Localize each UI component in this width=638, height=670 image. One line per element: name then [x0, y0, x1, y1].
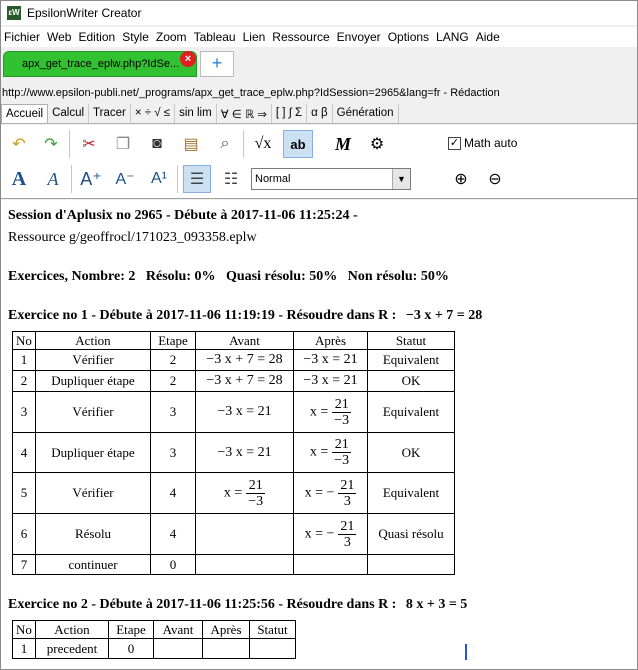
row-status: Quasi résolu — [368, 514, 455, 555]
column-header: No — [13, 621, 36, 639]
paragraph-style-select[interactable] — [251, 168, 411, 190]
row-status: Equivalent — [368, 473, 455, 514]
row-status: OK — [368, 371, 455, 392]
menu-style[interactable]: Style — [122, 30, 149, 44]
zoom-in-icon[interactable]: ⊕ — [454, 171, 468, 188]
exercise1-equation: −3 x + 7 = 28 — [405, 308, 483, 323]
column-header: Après — [203, 621, 250, 639]
row-after-expression: −3 x = 21 — [294, 371, 368, 392]
exercise2-heading — [8, 597, 467, 613]
column-header: Avant — [196, 332, 294, 350]
expression-lhs: x = — [309, 444, 329, 460]
copy-icon[interactable]: ❐ — [115, 136, 131, 153]
tab-operators[interactable]: × ÷ √ ≤ — [131, 104, 175, 123]
fraction-denominator: −3 — [334, 453, 350, 468]
row-action: Dupliquer étape — [36, 433, 151, 473]
session-stats: Exercices, Nombre: 2 Résolu: 0% Quasi résolu: 50% Non résolu: 50% — [8, 269, 449, 284]
align-left-icon[interactable]: ☰ — [183, 165, 211, 193]
separator — [69, 130, 70, 158]
row-before-expression — [196, 555, 294, 575]
math-auto-label: Math auto — [464, 136, 518, 150]
exercise1-table — [12, 331, 455, 575]
paragraph-style-value: Normal — [255, 173, 291, 185]
row-step: 4 — [151, 473, 196, 514]
row-action: precedent — [36, 639, 109, 659]
fraction — [332, 437, 351, 468]
text-cursor — [465, 644, 467, 660]
fraction-numerator: 21 — [340, 477, 355, 493]
find-icon[interactable]: ⌕ — [220, 135, 230, 152]
font-bold-a-icon[interactable]: A — [11, 167, 27, 190]
close-tab-icon[interactable]: × — [180, 51, 196, 67]
row-action: continuer — [36, 555, 151, 575]
row-action: Dupliquer étape — [36, 371, 151, 392]
row-number: 1 — [13, 350, 36, 371]
column-header: Etape — [109, 621, 154, 639]
row-after-expression: −3 x = 21 — [294, 350, 368, 371]
document-tab-strip — [1, 49, 637, 79]
row-after-expression — [294, 555, 368, 575]
math-sqrt-icon[interactable]: √x — [254, 135, 272, 152]
row-before-expression — [196, 473, 294, 514]
font-size-increase-icon[interactable]: A⁺ — [80, 168, 102, 189]
table-row — [13, 639, 296, 659]
tab-tracer[interactable]: Tracer — [89, 104, 131, 123]
superscript-icon[interactable]: A¹ — [151, 170, 167, 187]
row-status: Equivalent — [368, 392, 455, 433]
fraction-denominator: −3 — [248, 493, 264, 509]
fraction — [332, 397, 351, 428]
script-m-icon[interactable]: M — [334, 133, 351, 154]
window-title: EpsilonWriter Creator — [27, 6, 142, 20]
exercise1-heading-text: Exercice no 1 - Débute à 2017-11-06 11:19:19 - Résoudre dans R : — [8, 308, 397, 323]
menu-lang[interactable]: LANG — [436, 30, 469, 44]
row-before-expression: −3 x = 21 — [196, 392, 294, 433]
exercise2-equation: 8 x + 3 = 5 — [405, 597, 468, 612]
separator — [243, 130, 244, 158]
separator — [71, 165, 72, 193]
fraction — [246, 478, 265, 509]
row-status: OK — [368, 433, 455, 473]
table-row — [13, 555, 455, 575]
row-number: 1 — [13, 639, 36, 659]
fraction — [338, 519, 356, 550]
row-before-expression — [154, 639, 203, 659]
toolbar — [1, 125, 637, 199]
row-step: 0 — [151, 555, 196, 575]
expression-lhs: x = — [309, 404, 329, 420]
table-row — [13, 350, 455, 371]
exercise2-table — [12, 620, 296, 659]
menu-web[interactable]: Web — [47, 30, 72, 44]
table-header-row — [13, 332, 455, 350]
row-action: Vérifier — [36, 350, 151, 371]
row-after-expression — [294, 514, 368, 555]
row-step: 4 — [151, 514, 196, 555]
expression-lhs: x = − — [304, 526, 335, 542]
row-number: 6 — [13, 514, 36, 555]
row-status — [368, 555, 455, 575]
row-step: 3 — [151, 392, 196, 433]
column-header: Après — [294, 332, 368, 350]
session-header: Session d'Aplusix no 2965 - Débute à 2017-11-06 11:25:24 - — [8, 208, 358, 223]
cut-icon[interactable]: ✂ — [82, 136, 96, 153]
tab-calcul[interactable]: Calcul — [48, 104, 89, 123]
column-header: Action — [36, 621, 109, 639]
row-before-expression: −3 x + 7 = 28 — [196, 350, 294, 371]
row-after-expression — [294, 473, 368, 514]
row-step: 0 — [109, 639, 154, 659]
undo-icon[interactable]: ↶ — [12, 136, 26, 153]
align-justify-icon[interactable]: ☷ — [223, 171, 239, 188]
tab-brackets-integrals[interactable]: [ ] ∫ Σ — [272, 104, 307, 123]
row-after-expression — [203, 639, 250, 659]
expression-lhs: x = − — [304, 485, 335, 501]
tab-accueil[interactable]: Accueil — [1, 104, 48, 123]
gear-icon[interactable]: ⚙ — [369, 136, 385, 153]
row-status — [250, 639, 296, 659]
table-row — [13, 433, 455, 473]
menu-ressource[interactable]: Ressource — [272, 30, 330, 44]
column-header: Statut — [250, 621, 296, 639]
row-action: Résolu — [36, 514, 151, 555]
exercise1-heading — [8, 308, 482, 324]
ribbon-tabs — [1, 104, 637, 124]
text-mode-button[interactable]: ab — [283, 130, 313, 158]
exercise2-heading-text: Exercice no 2 - Débute à 2017-11-06 11:25:56 - Résoudre dans R : — [8, 597, 397, 612]
menu-fichier[interactable]: Fichier — [4, 30, 41, 44]
column-header: Statut — [368, 332, 455, 350]
menu-tableau[interactable]: Tableau — [193, 30, 236, 44]
row-step: 3 — [151, 433, 196, 473]
menu-zoom[interactable]: Zoom — [155, 30, 187, 44]
session-resource: Ressource g/geoffrocl/171023_093358.eplw — [8, 230, 257, 245]
tab-greek[interactable]: α β — [307, 104, 332, 123]
paste-icon[interactable]: ▤ — [183, 136, 199, 153]
menu-envoyer[interactable]: Envoyer — [336, 30, 381, 44]
fraction-denominator: −3 — [334, 412, 350, 428]
screenshot-camera-icon[interactable]: ◙ — [152, 135, 162, 152]
fraction-numerator: 21 — [340, 518, 355, 534]
row-number: 2 — [13, 371, 36, 392]
zoom-out-icon[interactable]: ⊖ — [488, 171, 502, 188]
row-step: 2 — [151, 350, 196, 371]
fraction-numerator: 21 — [246, 478, 265, 494]
row-number: 5 — [13, 473, 36, 514]
row-action: Vérifier — [36, 392, 151, 433]
fraction-denominator: 3 — [343, 493, 351, 509]
row-number: 7 — [13, 555, 36, 575]
table-row — [13, 473, 455, 514]
table-header-row — [13, 621, 296, 639]
menu-bar — [1, 27, 637, 47]
title-bar — [1, 1, 637, 25]
row-number: 4 — [13, 433, 36, 473]
redo-icon[interactable]: ↷ — [44, 136, 58, 153]
checkbox-check-icon[interactable]: ✓ — [449, 136, 460, 149]
row-step: 2 — [151, 371, 196, 392]
tab-generation[interactable]: Génération — [333, 104, 399, 123]
fraction-numerator: 21 — [332, 437, 351, 453]
fraction-numerator: 21 — [332, 397, 351, 413]
expression-lhs: x = — [223, 485, 243, 501]
menu-edition[interactable]: Edition — [78, 30, 116, 44]
app-logo-icon: εW — [7, 6, 21, 20]
tab-logic[interactable]: ∀ ∈ ℝ ⇒ — [217, 104, 272, 123]
tab-functions[interactable]: sin lim — [175, 104, 217, 123]
row-before-expression: −3 x + 7 = 28 — [196, 371, 294, 392]
row-action: Vérifier — [36, 473, 151, 514]
table-row — [13, 514, 455, 555]
row-status: Equivalent — [368, 350, 455, 371]
font-size-decrease-icon[interactable]: A⁻ — [115, 171, 135, 188]
row-number: 3 — [13, 392, 36, 433]
row-before-expression — [196, 514, 294, 555]
column-header: No — [13, 332, 36, 350]
document-tab[interactable] — [3, 51, 197, 77]
row-after-expression — [294, 392, 368, 433]
document-url: http://www.epsilon-publi.net/_programs/apx_get_trace_eplw.php?IdSession=2965&lang=fr - Rédaction — [2, 87, 500, 99]
document-area[interactable] — [1, 200, 637, 669]
separator — [177, 165, 178, 193]
fraction — [338, 478, 356, 509]
font-italic-a-icon[interactable]: A — [47, 168, 59, 189]
column-header: Etape — [151, 332, 196, 350]
document-tab-label: apx_get_trace_eplw.php?IdSe... — [22, 58, 180, 70]
menu-aide[interactable]: Aide — [475, 30, 500, 44]
column-header: Action — [36, 332, 151, 350]
table-row — [13, 371, 455, 392]
column-header: Avant — [154, 621, 203, 639]
row-after-expression — [294, 433, 368, 473]
fraction-denominator: 3 — [343, 534, 351, 550]
math-auto-checkbox[interactable] — [448, 136, 517, 150]
chevron-down-icon[interactable]: ▼ — [392, 169, 410, 189]
add-tab-button[interactable]: + — [200, 51, 234, 77]
menu-lien[interactable]: Lien — [242, 30, 266, 44]
table-row — [13, 392, 455, 433]
menu-options[interactable]: Options — [387, 30, 430, 44]
row-before-expression: −3 x = 21 — [196, 433, 294, 473]
